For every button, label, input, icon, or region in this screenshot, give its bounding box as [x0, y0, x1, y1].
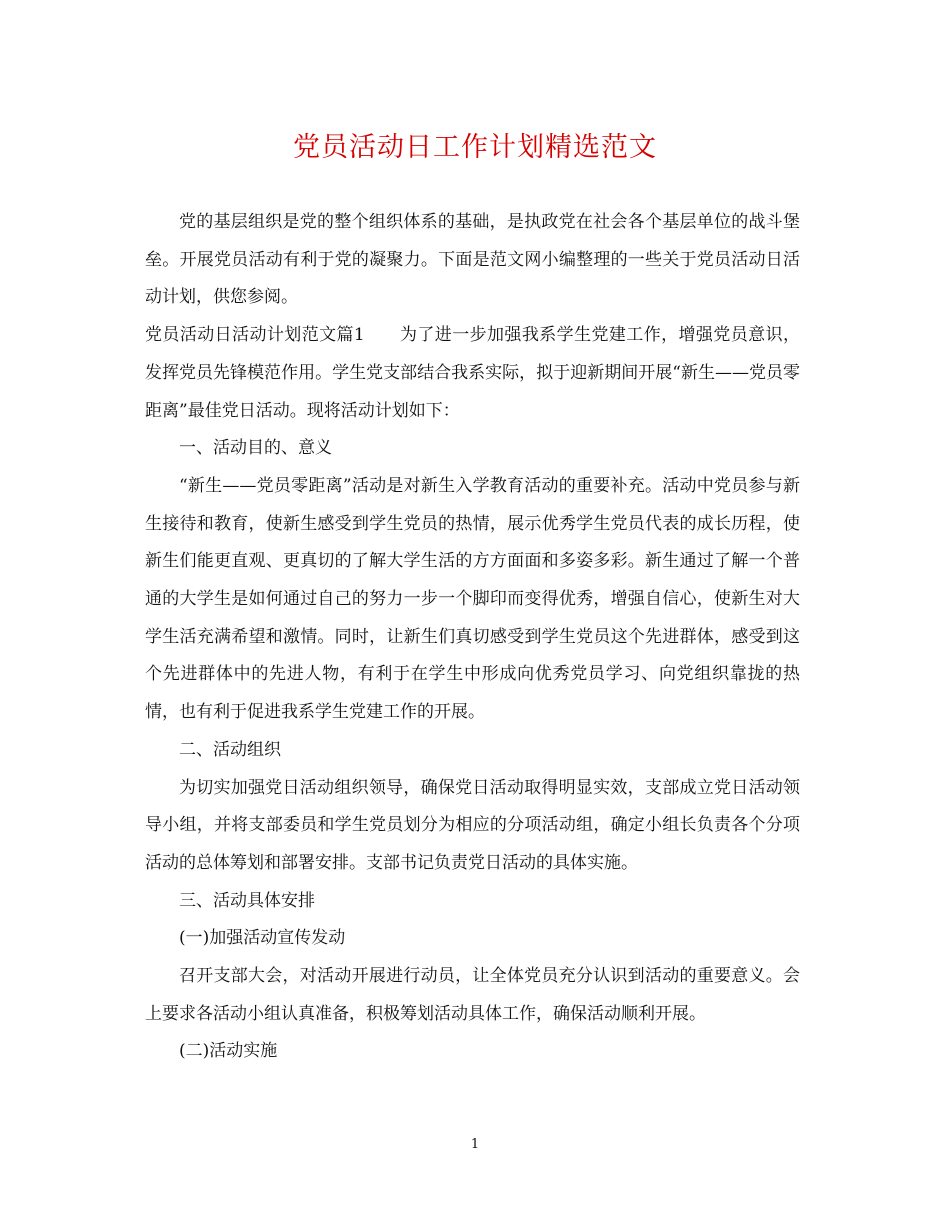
organization-paragraph: 为切实加强党日活动组织领导，确保党日活动取得明显实效，支部成立党日活动领导小组，并将支部委员和学生党员划分为相应的分项活动组，确定小组长负责各个分项活动的总体筹划和部署安排。支部书记负责党日活动的具体实施。: [145, 777, 800, 873]
intro-paragraph: 党的基层组织是党的整个组织体系的基础，是执政党在社会各个基层单位的战斗堡垒。开展党员活动有利于党的凝聚力。下面是范文网小编整理的一些关于党员活动日活动计划，供您参阅。: [145, 212, 800, 308]
section-heading-arrangement: 三、活动具体安排: [179, 890, 315, 911]
page-number: 1: [470, 1137, 480, 1152]
document-title: 党员活动日工作计划精选范文: [293, 132, 657, 163]
subsection-heading-implementation: (二)活动实施: [179, 1041, 278, 1062]
publicity-paragraph: 召开支部大会，对活动开展进行动员，让全体党员充分认识到活动的重要意义。会上要求各活动小组认真准备，积极筹划活动具体工作，确保活动顺利开展。: [145, 966, 800, 1024]
section-heading-purpose: 一、活动目的、意义: [179, 438, 332, 459]
subsection-heading-publicity: (一)加强活动宣传发动: [179, 928, 346, 949]
section-heading-organization: 二、活动组织: [179, 739, 281, 760]
plan-intro-paragraph: 党员活动日活动计划范文篇1 为了进一步加强我系学生党建工作，增强党员意识，发挥党员先锋模范作用。学生党支部结合我系实际，拟于迎新期间开展“新生——党员零距离”最佳党日活动。现将活动计划如下：: [145, 325, 800, 421]
purpose-paragraph: “新生——党员零距离”活动是对新生入学教育活动的重要补充。活动中党员参与新生接待和教育，使新生感受到学生党员的热情，展示优秀学生党员代表的成长历程，使新生们能更直观、更真切的了解大学生活的方方面面和多姿多彩。新生通过了解一个普通的大学生是如何通过自己的努力一步一个脚印而变得优秀，增强自信心，使新生对大学生活充满希望和激情。同时，让新生们真切感受到学生党员这个先进群体，感受到这个先进群体中的先进人物，有利于在学生中形成向优秀党员学习、向党组织靠拢的热情，也有利于促进我系学生党建工作的开展。: [145, 475, 800, 723]
document-body: [145, 204, 800, 1071]
